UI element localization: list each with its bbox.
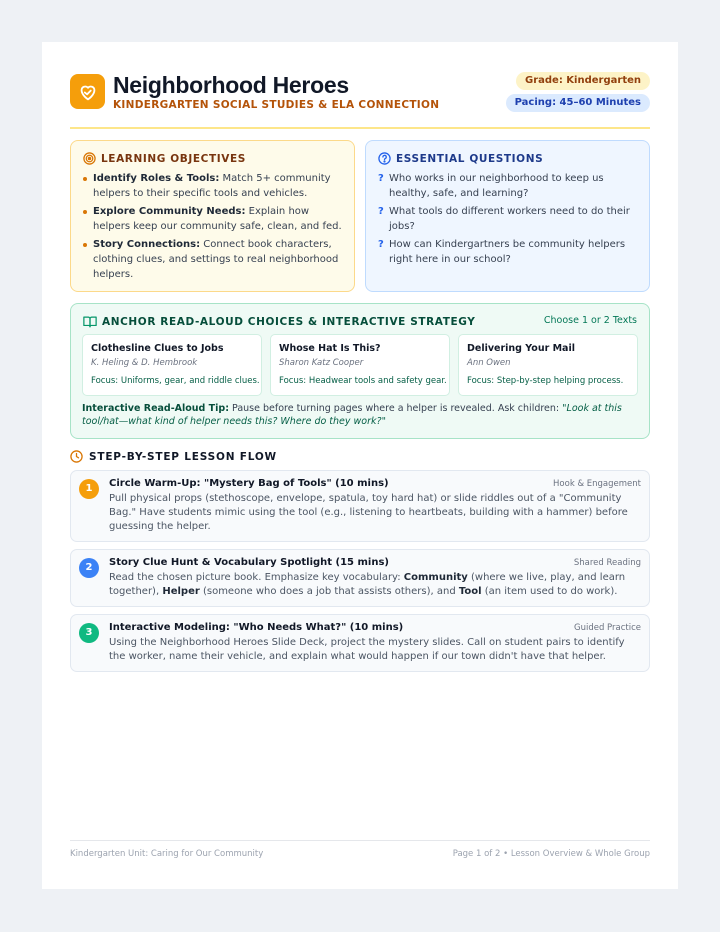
- step-number: 3: [79, 623, 99, 643]
- lesson-page: [42, 42, 678, 889]
- step-tag: Guided Practice: [573, 623, 641, 633]
- step-title: Story Clue Hunt & Vocabulary Spotlight (15 mins): [109, 557, 389, 568]
- objectives-heading: [83, 152, 246, 165]
- lesson-step: [70, 470, 650, 542]
- step-description: Pull physical props (stethoscope, envelope, spatula, toy hard hat) or slide riddles out of a "Community Bag." Have students mimic using the tool (e.g., listening to heartbeats, building with a hammer) before guessing the helper.: [109, 493, 628, 532]
- anchor-heading: [83, 315, 475, 328]
- book-focus: Focus: Uniforms, gear, and riddle clues.: [91, 376, 260, 386]
- tip-quote: "Look at this tool/hat—what kind of helper needs this? Where do they work?": [82, 403, 622, 427]
- step-title: Circle Warm-Up: "Mystery Bag of Tools" (10 mins): [109, 478, 389, 489]
- list-item: ? Who works in our neighborhood to keep us healthy, safe, and learning?: [378, 173, 604, 199]
- anchor-heading-text: ANCHOR READ-ALOUD CHOICES & INTERACTIVE STRATEGY: [102, 315, 476, 328]
- objectives-list: [83, 171, 345, 285]
- question-mark: ?: [378, 173, 384, 184]
- anchor-note: Choose 1 or 2 Texts: [543, 315, 637, 326]
- page-subtitle: KINDERGARTEN SOCIAL STUDIES & ELA CONNECTION: [113, 99, 440, 111]
- book-card: [82, 334, 262, 396]
- step-title: Interactive Modeling: "Who Needs What?" (10 mins): [109, 622, 404, 633]
- page-content: [70, 72, 650, 859]
- question-mark: ?: [378, 239, 384, 250]
- lesson-step: [70, 549, 650, 607]
- book-title: Whose Hat Is This?: [279, 343, 381, 354]
- lesson-flow-heading-text: STEP-BY-STEP LESSON FLOW: [89, 450, 277, 463]
- step-number: 2: [79, 558, 99, 578]
- step-tag: Shared Reading: [573, 558, 641, 568]
- question-circle-icon: [378, 152, 391, 165]
- tip-label: Interactive Read-Aloud Tip:: [82, 403, 230, 414]
- step-tag: Hook & Engagement: [553, 479, 641, 489]
- page-header: [70, 72, 650, 128]
- objectives-heading-text: LEARNING OBJECTIVES: [101, 152, 246, 165]
- heart-hands-icon: [70, 74, 105, 109]
- essential-questions-card: [365, 140, 650, 292]
- step-description: Read the chosen picture book. Emphasize key vocabulary: Community (where we live, play, and learn together), Helper (someone who does a job that assists others), and Tool (an item used to do work).: [109, 572, 626, 597]
- book-focus: Focus: Headwear tools and safety gear.: [279, 376, 447, 386]
- page-title: Neighborhood Heroes: [113, 72, 349, 98]
- clock-icon: [70, 450, 83, 463]
- target-icon: [83, 152, 96, 165]
- lesson-step: [70, 614, 650, 672]
- list-item: Explore Community Needs: Explain how helpers keep our community safe, clean, and fed.: [83, 204, 345, 234]
- read-aloud-tip: [82, 402, 642, 428]
- header-divider: [70, 127, 650, 129]
- lesson-flow-heading: [70, 450, 277, 463]
- grade-badge: Grade: Kindergarten: [516, 72, 650, 90]
- learning-objectives-card: [70, 140, 355, 292]
- book-author: K. Heling & D. Hembrook: [91, 358, 198, 368]
- footer-page: Page 1 of 2 • Lesson Overview & Whole Group: [452, 849, 650, 859]
- anchor-read-aloud-card: [70, 303, 650, 439]
- question-mark: ?: [378, 206, 384, 217]
- questions-heading: [378, 152, 543, 165]
- step-number: 1: [79, 479, 99, 499]
- book-card: [458, 334, 638, 396]
- book-author: Ann Owen: [467, 358, 511, 368]
- pacing-badge: Pacing: 45–60 Minutes: [506, 94, 650, 112]
- list-item: Identify Roles & Tools: Match 5+ community helpers to their specific tools and vehicles.: [83, 171, 345, 201]
- list-item: ? What tools do different workers need to do their jobs?: [378, 206, 630, 232]
- book-card: [270, 334, 450, 396]
- footer-divider: [70, 840, 650, 841]
- footer-unit: Kindergarten Unit: Caring for Our Community: [70, 849, 264, 859]
- step-description: Using the Neighborhood Heroes Slide Deck, project the mystery slides. Call on student pairs to identify the worker, name their vehicle, and explain what would happen if our town didn't have that helper.: [109, 637, 625, 662]
- book-focus: Focus: Step-by-step helping process.: [467, 376, 624, 386]
- questions-list: [378, 171, 640, 270]
- book-title: Clothesline Clues to Jobs: [91, 343, 224, 354]
- book-author: Sharon Katz Cooper: [279, 358, 364, 368]
- list-item: ? How can Kindergartners be community helpers right here in our school?: [378, 239, 626, 265]
- tip-text: Pause before turning pages where a helper is revealed. Ask children:: [229, 403, 563, 414]
- list-item: Story Connections: Connect book characters, clothing clues, and settings to real neighborhood helpers.: [83, 237, 345, 282]
- open-book-icon: [83, 315, 97, 328]
- book-title: Delivering Your Mail: [467, 343, 575, 354]
- questions-heading-text: ESSENTIAL QUESTIONS: [396, 152, 544, 165]
